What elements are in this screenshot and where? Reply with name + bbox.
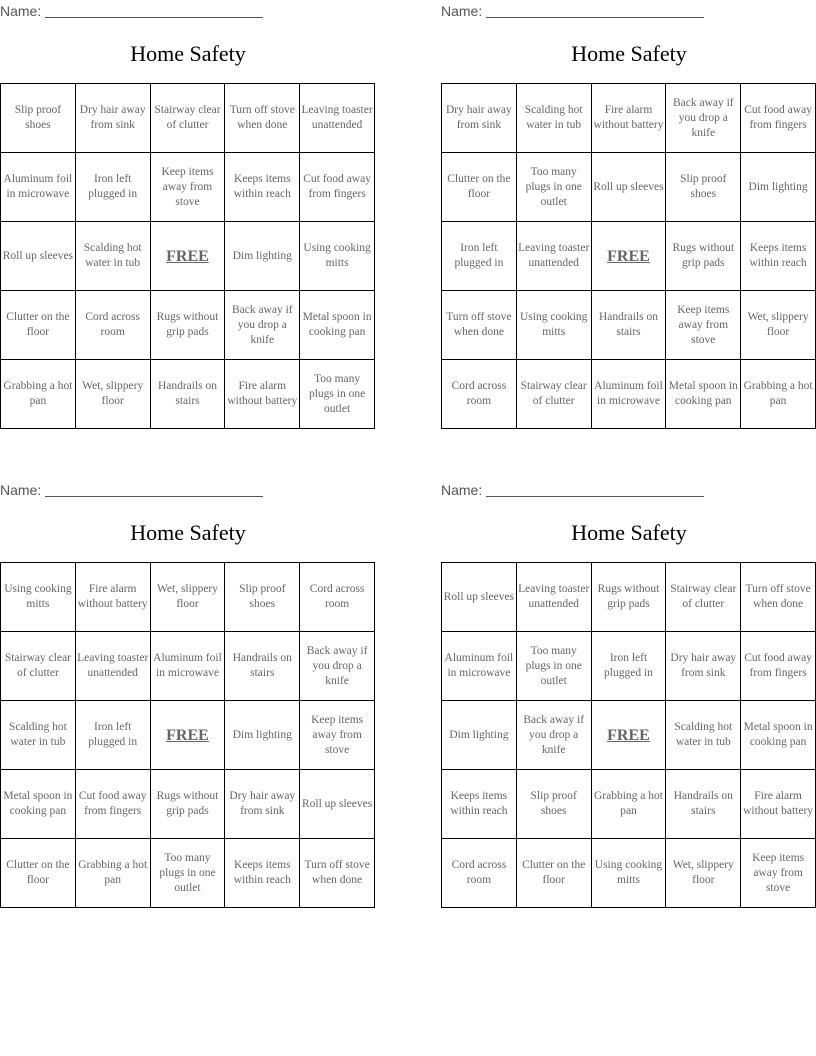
bingo-cell: Clutter on the floor bbox=[516, 839, 591, 908]
bingo-cell: Handrails on stairs bbox=[225, 632, 300, 701]
bingo-cell: Turn off stove when done bbox=[741, 563, 816, 632]
bingo-row bbox=[1, 563, 375, 632]
name-label: Name: bbox=[441, 482, 483, 498]
bingo-cell: Back away if you drop a knife bbox=[666, 84, 741, 153]
bingo-cell: Dry hair away from sink bbox=[225, 770, 300, 839]
bingo-cell: Fire alarm without battery bbox=[591, 84, 666, 153]
bingo-cell: Keep items away from stove bbox=[300, 701, 375, 770]
free-space: FREE bbox=[150, 222, 225, 291]
bingo-cell: Using cooking mitts bbox=[591, 839, 666, 908]
bingo-cell: Dim lighting bbox=[225, 222, 300, 291]
bingo-row bbox=[1, 701, 375, 770]
name-field bbox=[0, 479, 376, 499]
bingo-cell: Fire alarm without battery bbox=[225, 360, 300, 429]
bingo-cell: Slip proof shoes bbox=[1, 84, 76, 153]
bingo-cell: Stairway clear of clutter bbox=[150, 84, 225, 153]
bingo-cell: Slip proof shoes bbox=[666, 153, 741, 222]
bingo-cell: Cord across room bbox=[75, 291, 150, 360]
bingo-cell: Cord across room bbox=[300, 563, 375, 632]
bingo-cell: Aluminum foil in microwave bbox=[591, 360, 666, 429]
bingo-row bbox=[1, 839, 375, 908]
bingo-row bbox=[1, 291, 375, 360]
bingo-cell: Rugs without grip pads bbox=[666, 222, 741, 291]
bingo-row bbox=[442, 291, 816, 360]
bingo-cell: Using cooking mitts bbox=[516, 291, 591, 360]
bingo-cell: Metal spoon in cooking pan bbox=[300, 291, 375, 360]
bingo-cell: Scalding hot water in tub bbox=[516, 84, 591, 153]
bingo-row bbox=[442, 701, 816, 770]
bingo-cell: Cut food away from fingers bbox=[741, 84, 816, 153]
bingo-cell: Leaving toaster unattended bbox=[516, 563, 591, 632]
bingo-cell: Turn off stove when done bbox=[300, 839, 375, 908]
bingo-cell: Back away if you drop a knife bbox=[300, 632, 375, 701]
bingo-row bbox=[1, 360, 375, 429]
bingo-grid bbox=[0, 562, 375, 908]
name-blank-line bbox=[486, 4, 704, 18]
bingo-cell: Rugs without grip pads bbox=[150, 291, 225, 360]
bingo-cell: Dry hair away from sink bbox=[75, 84, 150, 153]
bingo-cell: Rugs without grip pads bbox=[591, 563, 666, 632]
bingo-cell: Grabbing a hot pan bbox=[1, 360, 76, 429]
name-blank-line bbox=[45, 483, 263, 497]
bingo-row bbox=[442, 222, 816, 291]
bingo-cell: Scalding hot water in tub bbox=[666, 701, 741, 770]
bingo-cell: Roll up sleeves bbox=[300, 770, 375, 839]
bingo-cell: Dim lighting bbox=[741, 153, 816, 222]
bingo-cell: Leaving toaster unattended bbox=[75, 632, 150, 701]
bingo-cell: Scalding hot water in tub bbox=[75, 222, 150, 291]
name-blank-line bbox=[45, 4, 263, 18]
bingo-cell: Cut food away from fingers bbox=[300, 153, 375, 222]
bingo-cell: Scalding hot water in tub bbox=[1, 701, 76, 770]
bingo-cell: Keep items away from stove bbox=[666, 291, 741, 360]
bingo-grid bbox=[0, 83, 375, 429]
bingo-card bbox=[441, 479, 816, 908]
bingo-cell: Dry hair away from sink bbox=[442, 84, 517, 153]
bingo-cell: Using cooking mitts bbox=[300, 222, 375, 291]
bingo-cell: Roll up sleeves bbox=[591, 153, 666, 222]
bingo-cell: Grabbing a hot pan bbox=[75, 839, 150, 908]
bingo-row bbox=[442, 84, 816, 153]
bingo-row bbox=[1, 84, 375, 153]
bingo-cell: Metal spoon in cooking pan bbox=[741, 701, 816, 770]
bingo-cell: Back away if you drop a knife bbox=[516, 701, 591, 770]
bingo-cell: Stairway clear of clutter bbox=[1, 632, 76, 701]
bingo-cell: Rugs without grip pads bbox=[150, 770, 225, 839]
bingo-cell: Iron left plugged in bbox=[591, 632, 666, 701]
bingo-cell: Aluminum foil in microwave bbox=[442, 632, 517, 701]
bingo-cell: Cut food away from fingers bbox=[75, 770, 150, 839]
bingo-cell: Dim lighting bbox=[225, 701, 300, 770]
bingo-cell: Turn off stove when done bbox=[225, 84, 300, 153]
bingo-cell: Using cooking mitts bbox=[1, 563, 76, 632]
bingo-cell: Roll up sleeves bbox=[442, 563, 517, 632]
bingo-cell: Keeps items within reach bbox=[741, 222, 816, 291]
bingo-cell: Keep items away from stove bbox=[741, 839, 816, 908]
bingo-cell: Wet, slippery floor bbox=[75, 360, 150, 429]
bingo-cell: Slip proof shoes bbox=[225, 563, 300, 632]
bingo-cell: Clutter on the floor bbox=[1, 291, 76, 360]
name-blank-line bbox=[486, 483, 704, 497]
bingo-cell: Clutter on the floor bbox=[442, 153, 517, 222]
bingo-grid bbox=[441, 562, 816, 908]
bingo-cell: Iron left plugged in bbox=[75, 701, 150, 770]
bingo-grid bbox=[441, 83, 816, 429]
bingo-cell: Handrails on stairs bbox=[666, 770, 741, 839]
bingo-row bbox=[1, 153, 375, 222]
bingo-row bbox=[442, 632, 816, 701]
bingo-cell: Clutter on the floor bbox=[1, 839, 76, 908]
bingo-card bbox=[0, 479, 376, 908]
bingo-cell: Leaving toaster unattended bbox=[516, 222, 591, 291]
bingo-cell: Slip proof shoes bbox=[516, 770, 591, 839]
bingo-cell: Cut food away from fingers bbox=[741, 632, 816, 701]
free-space: FREE bbox=[150, 701, 225, 770]
bingo-cell: Iron left plugged in bbox=[75, 153, 150, 222]
bingo-cell: Fire alarm without battery bbox=[75, 563, 150, 632]
name-field bbox=[441, 479, 816, 499]
card-title: Home Safety bbox=[571, 41, 687, 66]
bingo-cell: Grabbing a hot pan bbox=[741, 360, 816, 429]
bingo-cell: Handrails on stairs bbox=[150, 360, 225, 429]
bingo-row bbox=[442, 839, 816, 908]
bingo-cell: Too many plugs in one outlet bbox=[150, 839, 225, 908]
bingo-cell: Leaving toaster unattended bbox=[300, 84, 375, 153]
bingo-cell: Metal spoon in cooking pan bbox=[1, 770, 76, 839]
bingo-cell: Wet, slippery floor bbox=[666, 839, 741, 908]
bingo-cell: Metal spoon in cooking pan bbox=[666, 360, 741, 429]
bingo-cell: Keeps items within reach bbox=[442, 770, 517, 839]
bingo-row bbox=[442, 153, 816, 222]
name-label: Name: bbox=[0, 3, 42, 19]
bingo-row bbox=[1, 770, 375, 839]
bingo-cell: Cord across room bbox=[442, 839, 517, 908]
bingo-cell: Stairway clear of clutter bbox=[666, 563, 741, 632]
bingo-cell: Stairway clear of clutter bbox=[516, 360, 591, 429]
bingo-cell: Dim lighting bbox=[442, 701, 517, 770]
bingo-cell: Cord across room bbox=[442, 360, 517, 429]
bingo-row bbox=[1, 632, 375, 701]
bingo-cell: Aluminum foil in microwave bbox=[150, 632, 225, 701]
bingo-cell: Keep items away from stove bbox=[150, 153, 225, 222]
bingo-cell: Iron left plugged in bbox=[442, 222, 517, 291]
bingo-cell: Too many plugs in one outlet bbox=[300, 360, 375, 429]
bingo-cell: Roll up sleeves bbox=[1, 222, 76, 291]
name-label: Name: bbox=[0, 482, 42, 498]
bingo-row bbox=[442, 360, 816, 429]
bingo-card bbox=[441, 0, 816, 429]
bingo-cell: Back away if you drop a knife bbox=[225, 291, 300, 360]
card-title: Home Safety bbox=[130, 41, 246, 66]
name-label: Name: bbox=[441, 3, 483, 19]
bingo-cell: Too many plugs in one outlet bbox=[516, 632, 591, 701]
bingo-cell: Dry hair away from sink bbox=[666, 632, 741, 701]
bingo-cell: Wet, slippery floor bbox=[741, 291, 816, 360]
bingo-row bbox=[442, 770, 816, 839]
card-title: Home Safety bbox=[571, 520, 687, 545]
free-space: FREE bbox=[591, 701, 666, 770]
bingo-cell: Handrails on stairs bbox=[591, 291, 666, 360]
card-title: Home Safety bbox=[130, 520, 246, 545]
name-field bbox=[441, 0, 816, 20]
bingo-card bbox=[0, 0, 376, 429]
bingo-cell: Fire alarm without battery bbox=[741, 770, 816, 839]
bingo-cell: Keeps items within reach bbox=[225, 839, 300, 908]
bingo-cell: Turn off stove when done bbox=[442, 291, 517, 360]
bingo-row bbox=[1, 222, 375, 291]
bingo-cell: Keeps items within reach bbox=[225, 153, 300, 222]
bingo-cell: Wet, slippery floor bbox=[150, 563, 225, 632]
name-field bbox=[0, 0, 376, 20]
bingo-row bbox=[442, 563, 816, 632]
bingo-cell: Too many plugs in one outlet bbox=[516, 153, 591, 222]
bingo-cell: Aluminum foil in microwave bbox=[1, 153, 76, 222]
bingo-cell: Grabbing a hot pan bbox=[591, 770, 666, 839]
free-space: FREE bbox=[591, 222, 666, 291]
